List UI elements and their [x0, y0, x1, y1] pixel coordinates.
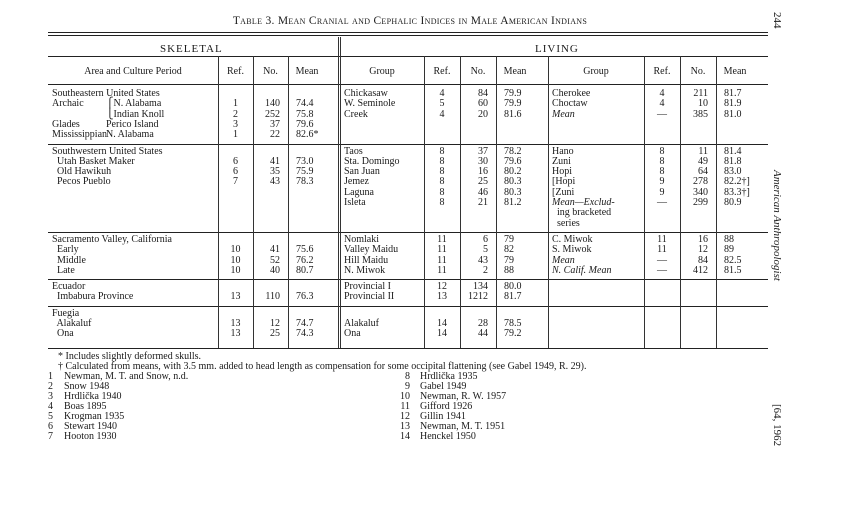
column-divider — [680, 56, 681, 348]
mean-cell: 83.3†] — [724, 186, 750, 198]
mean-cell: 82 — [504, 244, 514, 256]
group-cell: Isleta — [344, 197, 366, 208]
reference-number: 10 — [400, 390, 410, 402]
count-cell: 37 — [478, 145, 488, 157]
column-header: Mean — [295, 66, 319, 77]
area-cell: Old Hawikuh — [52, 166, 112, 178]
count-cell: 25 — [270, 328, 280, 340]
ref-cell: 8 — [439, 166, 445, 178]
count-cell: 37 — [270, 118, 280, 130]
column-header: No. — [263, 66, 278, 77]
mean-cell: 81.2 — [504, 197, 522, 208]
group-cell: Provincial II — [344, 291, 395, 303]
ref-cell: 5 — [439, 98, 445, 110]
mean-cell: 75.6 — [296, 244, 314, 256]
count-cell: 16 — [698, 233, 708, 245]
group-cell: Ona — [344, 328, 361, 340]
block-rule — [48, 232, 768, 233]
reference-text: Newman, M. T. and Snow, n.d. — [64, 370, 189, 382]
group-cell: Sta. Domingo — [344, 155, 400, 167]
reference-number: 14 — [400, 430, 410, 442]
block-rule — [48, 279, 768, 280]
column-header: No. — [470, 66, 486, 77]
column-header: Mean — [503, 66, 527, 77]
mean-cell: 81.4 — [724, 145, 742, 157]
mean-cell: 75.8 — [296, 108, 314, 120]
mean-cell: 82.5 — [724, 254, 742, 266]
count-cell: 6 — [483, 233, 488, 245]
ref-cell: 4 — [439, 88, 445, 99]
section-living: LIVING — [535, 43, 579, 55]
area-cell: Middle — [52, 254, 86, 266]
mean-cell: 83.0 — [724, 166, 742, 178]
ref-cell: 1 — [233, 98, 238, 110]
area-cell: Early — [52, 244, 79, 256]
mean-cell: 79.9 — [504, 88, 522, 99]
top-rule-2 — [48, 35, 768, 36]
reference-text: Hooton 1930 — [64, 430, 117, 442]
area-cell: Southwestern United States — [52, 145, 163, 157]
mean-cell: 74.7 — [296, 318, 314, 329]
ref-cell: 11 — [437, 254, 447, 266]
group-cell: Choctaw — [552, 98, 588, 110]
mean-cell: 88 — [504, 264, 514, 276]
column-header: Area and Culture Period — [84, 66, 182, 77]
mean-cell: 79.6 — [296, 118, 314, 130]
mean-cell: 78.3 — [296, 176, 314, 188]
count-cell: 5 — [483, 244, 488, 256]
count-cell: 2 — [483, 264, 488, 276]
ref-cell: — — [657, 264, 667, 276]
count-cell: 299 — [693, 197, 708, 208]
column-divider — [496, 56, 497, 348]
count-cell: 30 — [478, 155, 488, 167]
column-header: Group — [369, 66, 395, 77]
mean-cell: 73.0 — [296, 155, 314, 167]
column-divider — [644, 56, 645, 348]
group-cell: Provincial I — [344, 281, 391, 293]
count-cell: 21 — [478, 197, 488, 208]
reference-text: Gifford 1926 — [420, 400, 473, 412]
site-cell: ⎧N. Alabama — [106, 98, 162, 110]
count-cell: 22 — [270, 129, 280, 141]
count-cell: 52 — [270, 254, 280, 266]
area-cell: Late — [52, 264, 75, 276]
ref-cell: 6 — [233, 155, 238, 167]
mean-cell: 81.9 — [724, 98, 742, 110]
ref-cell: — — [657, 108, 667, 120]
header-rule — [48, 84, 768, 85]
ref-cell: 9 — [659, 176, 665, 188]
ref-cell: — — [657, 254, 667, 266]
ref-cell: 14 — [437, 328, 447, 340]
ref-cell: 8 — [659, 145, 665, 157]
reference-text: Stewart 1940 — [64, 420, 118, 432]
count-cell: 140 — [265, 98, 280, 110]
group-cell: Mean—Exclud- — [552, 197, 615, 208]
count-cell: 278 — [693, 176, 708, 188]
group-cell: Alakaluf — [344, 318, 379, 329]
count-cell: 16 — [478, 166, 488, 178]
reference-text: Krogman 1935 — [64, 410, 125, 422]
ref-cell: — — [657, 197, 667, 208]
ref-cell: 8 — [439, 155, 445, 167]
ref-cell: 4 — [439, 108, 445, 120]
group-cell: series — [552, 217, 580, 229]
mean-cell: 79 — [504, 254, 514, 266]
group-cell: Nomlaki — [344, 233, 379, 245]
group-cell: Laguna — [344, 186, 374, 198]
reference-text: Gabel 1949 — [420, 380, 467, 392]
area-cell: Ecuador — [52, 281, 86, 293]
group-cell: Hill Maidu — [344, 254, 389, 266]
mean-cell: 78.2 — [504, 145, 522, 157]
count-cell: 12 — [698, 244, 708, 256]
count-cell: 12 — [270, 318, 280, 329]
mean-cell: 80.2 — [504, 166, 522, 178]
column-divider — [340, 37, 341, 348]
count-cell: 43 — [478, 254, 488, 266]
count-cell: 40 — [270, 264, 280, 276]
ref-cell: 8 — [659, 155, 665, 167]
ref-cell: 10 — [230, 264, 241, 276]
top-rule — [48, 32, 768, 33]
count-cell: 64 — [698, 166, 708, 178]
mean-cell: 80.3 — [504, 186, 522, 198]
reference-number: 2 — [48, 380, 53, 392]
area-cell: Pecos Pueblo — [52, 176, 111, 188]
count-cell: 41 — [270, 155, 280, 167]
site-cell: ⎩Indian Knoll — [106, 108, 165, 120]
block-rule — [48, 144, 768, 145]
ref-cell: 13 — [230, 291, 241, 303]
ref-cell: 1 — [233, 129, 238, 141]
group-cell: Taos — [344, 145, 363, 157]
ref-cell: 10 — [230, 254, 241, 266]
area-cell: Alakaluf — [52, 318, 92, 329]
count-cell: 134 — [473, 281, 488, 293]
reference-number: 4 — [48, 400, 53, 412]
count-cell: 340 — [693, 186, 708, 198]
ref-cell: 11 — [657, 244, 667, 256]
ref-cell: 11 — [437, 264, 447, 276]
group-cell: Mean — [552, 254, 575, 266]
reference-number: 5 — [48, 410, 53, 422]
group-cell: Jemez — [344, 176, 369, 188]
column-header: Ref. — [227, 66, 244, 77]
count-cell: 84 — [698, 254, 708, 266]
reference-text: Henckel 1950 — [420, 430, 476, 442]
mean-cell: 80.0 — [504, 281, 522, 293]
count-cell: 60 — [478, 98, 488, 110]
reference-number: 11 — [400, 400, 410, 412]
mean-cell: 82.6* — [296, 129, 319, 141]
ref-cell: 13 — [437, 291, 447, 303]
group-cell: Mean — [552, 108, 575, 120]
ref-cell: 11 — [437, 244, 447, 256]
reference-number: 1 — [48, 370, 53, 382]
reference-number: 7 — [48, 430, 53, 442]
area-cell: Southeastern United States — [52, 88, 160, 99]
count-cell: 10 — [698, 98, 708, 110]
mean-cell: 79.6 — [504, 155, 522, 167]
area-cell: Fuegia — [52, 307, 80, 319]
ref-cell: 8 — [659, 166, 665, 178]
area-cell: Glades — [52, 118, 80, 130]
column-divider — [218, 56, 219, 348]
ref-cell: 6 — [233, 166, 238, 178]
group-cell: S. Miwok — [552, 244, 592, 256]
column-divider — [548, 56, 549, 348]
count-cell: 11 — [698, 145, 708, 157]
ref-cell: 11 — [437, 233, 447, 245]
ref-cell: 8 — [439, 186, 445, 198]
mean-cell: 79.9 — [504, 98, 522, 110]
ref-cell: 9 — [659, 186, 665, 198]
area-cell: Imbabura Province — [52, 291, 134, 303]
count-cell: 49 — [698, 155, 708, 167]
mean-cell: 80.3 — [504, 176, 522, 188]
column-divider — [716, 56, 717, 348]
group-cell: Hano — [552, 145, 574, 157]
mean-cell: 80.7 — [296, 264, 314, 276]
mean-cell: 75.9 — [296, 166, 314, 178]
group-cell: Hopi — [552, 166, 572, 178]
ref-cell: 13 — [230, 328, 241, 340]
mean-cell: 89 — [724, 244, 734, 256]
footnote: † Calculated from means, with 3.5 mm. added to head length as compensation for some occipital flattening (see Gabel 1949, R. 29). — [58, 360, 587, 372]
reference-number: 9 — [405, 380, 410, 392]
mean-cell: 74.4 — [296, 98, 314, 110]
reference-number: 6 — [48, 420, 53, 432]
reference-number: 13 — [400, 420, 410, 432]
ref-cell: 11 — [657, 233, 667, 245]
group-cell: C. Miwok — [552, 233, 593, 245]
mean-cell: 82.2†] — [724, 176, 750, 188]
count-cell: 385 — [693, 108, 708, 120]
count-cell: 20 — [478, 108, 488, 120]
mean-cell: 81.7 — [724, 88, 742, 99]
reference-text: Newman, R. W. 1957 — [420, 390, 507, 402]
column-header: Ref. — [433, 66, 451, 77]
ref-cell: 14 — [437, 318, 447, 329]
mean-cell: 81.6 — [504, 108, 522, 120]
mean-cell: 78.5 — [504, 318, 522, 329]
group-cell: [Zuni — [552, 186, 575, 198]
mean-cell: 74.3 — [296, 328, 314, 340]
count-cell: 412 — [693, 264, 708, 276]
ref-cell: 3 — [233, 118, 238, 130]
reference-number: 3 — [48, 390, 53, 402]
reference-text: Hrdlička 1935 — [420, 370, 478, 382]
count-cell: 252 — [265, 108, 280, 120]
column-header: Mean — [723, 66, 747, 77]
mean-cell: 88 — [724, 233, 734, 245]
ref-cell: 8 — [439, 197, 445, 208]
reference-text: Snow 1948 — [64, 380, 110, 392]
bottom-rule — [48, 348, 768, 349]
group-cell: W. Seminole — [344, 98, 396, 110]
mean-cell: 81.8 — [724, 155, 742, 167]
column-divider — [288, 56, 289, 348]
reference-text: Boas 1895 — [64, 400, 107, 412]
volume-year: [64, 1962 — [771, 404, 783, 447]
mean-cell: 76.2 — [296, 254, 314, 266]
group-cell: Chickasaw — [344, 88, 388, 99]
section-rule — [48, 56, 768, 57]
table-title: Table 3. Mean Cranial and Cephalic Indices in Male American Indians — [232, 15, 588, 27]
count-cell: 1212 — [468, 291, 488, 303]
area-cell: Mississippian — [52, 129, 108, 141]
count-cell: 41 — [270, 244, 280, 256]
group-cell: [Hopi — [552, 176, 576, 188]
area-cell: Sacramento Valley, California — [52, 233, 172, 245]
reference-number: 12 — [400, 410, 410, 422]
count-cell: 35 — [270, 166, 280, 178]
count-cell: 211 — [693, 88, 708, 99]
group-cell: N. Miwok — [344, 264, 386, 276]
group-cell: Cherokee — [552, 88, 591, 99]
count-cell: 46 — [478, 186, 488, 198]
reference-text: Newman, M. T. 1951 — [420, 420, 506, 432]
mean-cell: 76.3 — [296, 291, 314, 303]
group-cell: ing bracketed — [552, 207, 612, 219]
mean-cell: 79 — [504, 233, 514, 245]
reference-number: 8 — [405, 370, 410, 382]
column-header: Ref. — [653, 66, 671, 77]
mean-cell: 81.5 — [724, 264, 742, 276]
ref-cell: 10 — [230, 244, 241, 256]
group-cell: Zuni — [552, 155, 571, 167]
ref-cell: 4 — [659, 98, 665, 110]
column-divider — [253, 56, 254, 348]
column-header: Group — [583, 66, 609, 77]
column-divider — [424, 56, 425, 348]
reference-text: Hrdlička 1940 — [64, 390, 122, 402]
count-cell: 43 — [270, 176, 280, 188]
count-cell: 84 — [478, 88, 488, 99]
mean-cell: 79.2 — [504, 328, 522, 340]
column-divider — [338, 37, 339, 348]
ref-cell: 13 — [230, 318, 241, 329]
count-cell: 44 — [478, 328, 488, 340]
reference-text: Gillin 1941 — [420, 410, 466, 422]
ref-cell: 7 — [233, 176, 238, 188]
mean-cell: 81.0 — [724, 108, 742, 120]
count-cell: 110 — [265, 291, 280, 303]
group-cell: Valley Maidu — [344, 244, 399, 256]
area-cell: Ona — [52, 328, 74, 340]
site-cell: N. Alabama — [106, 129, 154, 141]
footnote: * Includes slightly deformed skulls. — [58, 350, 202, 362]
journal-name: American Anthropologist — [771, 170, 783, 281]
ref-cell: 2 — [233, 108, 238, 120]
count-cell: 28 — [478, 318, 488, 329]
mean-cell: 81.7 — [504, 291, 522, 303]
group-cell: San Juan — [344, 166, 380, 178]
group-cell: N. Calif. Mean — [552, 264, 612, 276]
area-cell: Archaic — [52, 98, 84, 110]
site-cell: Perico Island — [106, 118, 159, 130]
column-header: No. — [690, 66, 706, 77]
mean-cell: 80.9 — [724, 197, 742, 208]
ref-cell: 4 — [659, 88, 665, 99]
section-skeletal: SKELETAL — [160, 43, 223, 55]
page-number: 244 — [771, 12, 783, 29]
block-rule — [48, 306, 768, 307]
group-cell: Creek — [344, 108, 368, 120]
ref-cell: 8 — [439, 145, 445, 157]
ref-cell: 8 — [439, 176, 445, 188]
count-cell: 25 — [478, 176, 488, 188]
area-cell: Utah Basket Maker — [52, 155, 135, 167]
column-divider — [460, 56, 461, 348]
ref-cell: 12 — [437, 281, 447, 293]
